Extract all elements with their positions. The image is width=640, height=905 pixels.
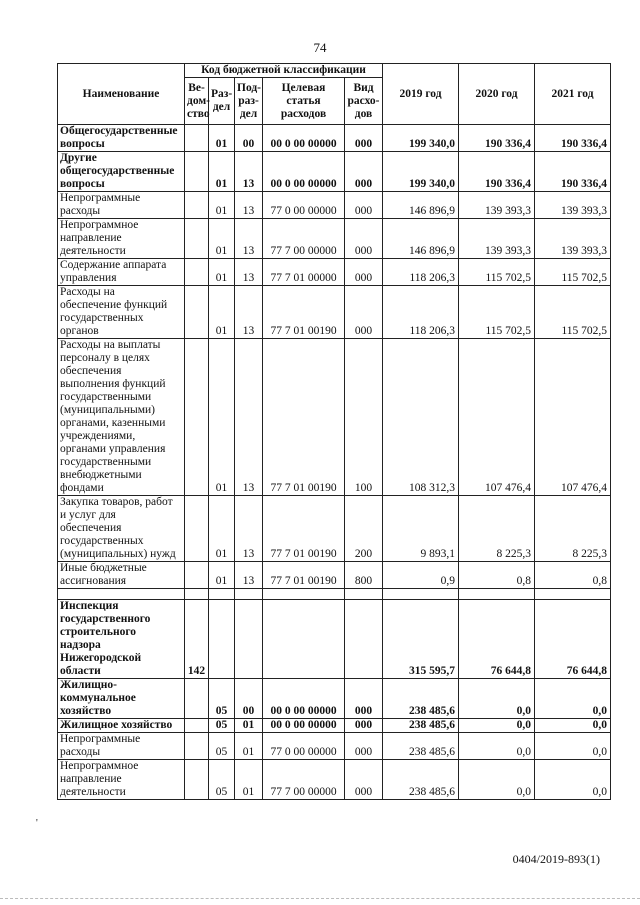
row-target-article: 77 7 00 00000 <box>263 760 345 800</box>
row-razdel: 01 <box>209 219 235 259</box>
row-expense-type: 000 <box>345 152 383 192</box>
row-expense-type: 100 <box>345 339 383 496</box>
row-name: Общегосударственные вопросы <box>58 125 185 152</box>
row-expense-type: 200 <box>345 496 383 562</box>
row-target-article: 77 7 01 00190 <box>263 562 345 589</box>
row-value-2021: 115 702,5 <box>535 259 611 286</box>
row-value-2020: 190 336,4 <box>459 125 535 152</box>
table-row <box>58 496 611 562</box>
row-razdel <box>209 589 235 600</box>
table-row <box>58 125 611 152</box>
table-row <box>58 192 611 219</box>
row-value-2021: 0,0 <box>535 719 611 733</box>
header-vedomstvo: Ве- дом- ство <box>185 78 209 125</box>
row-podrazdel: 13 <box>235 286 263 339</box>
document-number: 0404/2019-893(1) <box>512 852 600 866</box>
row-expense-type: 000 <box>345 719 383 733</box>
row-target-article: 00 0 00 00000 <box>263 152 345 192</box>
row-value-2020: 0,0 <box>459 719 535 733</box>
row-value-2021: 0,0 <box>535 733 611 760</box>
row-value-2020: 0,0 <box>459 679 535 719</box>
row-razdel: 01 <box>209 339 235 496</box>
row-expense-type: 000 <box>345 192 383 219</box>
row-target-article: 00 0 00 00000 <box>263 679 345 719</box>
row-value-2019: 238 485,6 <box>383 679 459 719</box>
row-value-2019: 315 595,7 <box>383 600 459 679</box>
header-razdel: Раз- дел <box>209 78 235 125</box>
row-name: Непрограммные расходы <box>58 192 185 219</box>
row-podrazdel: 13 <box>235 192 263 219</box>
row-value-2021: 190 336,4 <box>535 152 611 192</box>
row-expense-type: 000 <box>345 259 383 286</box>
row-vedomstvo <box>185 679 209 719</box>
row-expense-type: 000 <box>345 286 383 339</box>
row-vedomstvo <box>185 760 209 800</box>
row-razdel: 05 <box>209 733 235 760</box>
row-podrazdel: 13 <box>235 562 263 589</box>
row-expense-type <box>345 589 383 600</box>
row-value-2021: 76 644,8 <box>535 600 611 679</box>
row-name: Жилищное хозяйство <box>58 719 185 733</box>
row-value-2021: 190 336,4 <box>535 125 611 152</box>
scan-edge-line <box>0 898 640 899</box>
header-podrazdel: Под- раз- дел <box>235 78 263 125</box>
row-podrazdel: 13 <box>235 152 263 192</box>
row-name <box>58 589 185 600</box>
table-row <box>58 600 611 679</box>
row-vedomstvo <box>185 125 209 152</box>
row-podrazdel: 13 <box>235 219 263 259</box>
row-value-2021: 0,0 <box>535 760 611 800</box>
row-value-2019: 199 340,0 <box>383 125 459 152</box>
row-name: Непрограммные расходы <box>58 733 185 760</box>
row-value-2020: 139 393,3 <box>459 219 535 259</box>
row-name: Закупка товаров, работ и услуг для обеспечения государственных (муниципальных) нужд <box>58 496 185 562</box>
row-razdel: 01 <box>209 496 235 562</box>
row-target-article <box>263 589 345 600</box>
row-expense-type: 000 <box>345 760 383 800</box>
table-row <box>58 733 611 760</box>
table-row <box>58 259 611 286</box>
row-value-2020: 115 702,5 <box>459 259 535 286</box>
row-vedomstvo <box>185 259 209 286</box>
row-podrazdel: 13 <box>235 339 263 496</box>
table-row <box>58 339 611 496</box>
header-expense-type: Вид расхо- дов <box>345 78 383 125</box>
row-value-2020: 76 644,8 <box>459 600 535 679</box>
row-value-2020: 107 476,4 <box>459 339 535 496</box>
row-value-2020: 115 702,5 <box>459 286 535 339</box>
row-vedomstvo <box>185 562 209 589</box>
table-row <box>58 562 611 589</box>
row-podrazdel: 01 <box>235 733 263 760</box>
row-razdel: 01 <box>209 259 235 286</box>
row-podrazdel: 13 <box>235 496 263 562</box>
row-name: Непрограммное направление деятельности <box>58 760 185 800</box>
row-value-2021: 115 702,5 <box>535 286 611 339</box>
table-spacer-row <box>58 589 611 600</box>
header-2019: 2019 год <box>383 64 459 125</box>
row-target-article: 77 7 01 00190 <box>263 339 345 496</box>
row-podrazdel: 00 <box>235 679 263 719</box>
row-value-2019: 0,9 <box>383 562 459 589</box>
row-vedomstvo <box>185 496 209 562</box>
row-name: Жилищно- коммунальное хозяйство <box>58 679 185 719</box>
row-value-2021: 0,0 <box>535 679 611 719</box>
row-vedomstvo <box>185 219 209 259</box>
row-podrazdel: 13 <box>235 259 263 286</box>
row-value-2019: 199 340,0 <box>383 152 459 192</box>
row-vedomstvo <box>185 719 209 733</box>
header-2020: 2020 год <box>459 64 535 125</box>
header-target-article: Целевая статья расходов <box>263 78 345 125</box>
row-name: Расходы на выплаты персоналу в целях обеспечения выполнения функций государственными (муниципальными) органами, казенными учреждениями, органами управления государственными внебюджетными фондами <box>58 339 185 496</box>
row-vedomstvo <box>185 589 209 600</box>
row-value-2021: 8 225,3 <box>535 496 611 562</box>
row-value-2019: 238 485,6 <box>383 760 459 800</box>
row-target-article: 00 0 00 00000 <box>263 125 345 152</box>
row-podrazdel <box>235 600 263 679</box>
row-value-2019: 238 485,6 <box>383 719 459 733</box>
header-2021: 2021 год <box>535 64 611 125</box>
row-value-2019: 118 206,3 <box>383 259 459 286</box>
row-value-2019: 146 896,9 <box>383 192 459 219</box>
row-value-2019: 238 485,6 <box>383 733 459 760</box>
page-number: 74 <box>313 40 327 55</box>
row-target-article: 00 0 00 00000 <box>263 719 345 733</box>
row-expense-type <box>345 600 383 679</box>
row-target-article: 77 0 00 00000 <box>263 733 345 760</box>
row-value-2020: 0,8 <box>459 562 535 589</box>
row-value-2019 <box>383 589 459 600</box>
row-expense-type: 000 <box>345 125 383 152</box>
budget-table <box>57 63 611 800</box>
row-target-article: 77 7 01 00190 <box>263 286 345 339</box>
row-name: Расходы на обеспечение функций государственных органов <box>58 286 185 339</box>
row-value-2021: 0,8 <box>535 562 611 589</box>
row-podrazdel <box>235 589 263 600</box>
table-row <box>58 286 611 339</box>
scan-mark: ' <box>36 818 38 829</box>
row-razdel: 01 <box>209 192 235 219</box>
header-classification: Код бюджетной классификации <box>185 64 383 78</box>
row-value-2021 <box>535 589 611 600</box>
row-value-2021: 139 393,3 <box>535 192 611 219</box>
row-name: Содержание аппарата управления <box>58 259 185 286</box>
row-name: Иные бюджетные ассигнования <box>58 562 185 589</box>
row-target-article: 77 7 01 00000 <box>263 259 345 286</box>
row-target-article: 77 0 00 00000 <box>263 192 345 219</box>
row-name: Непрограммное направление деятельности <box>58 219 185 259</box>
row-value-2020: 8 225,3 <box>459 496 535 562</box>
row-podrazdel: 01 <box>235 760 263 800</box>
row-expense-type: 000 <box>345 733 383 760</box>
row-vedomstvo <box>185 192 209 219</box>
row-expense-type: 000 <box>345 219 383 259</box>
row-razdel: 05 <box>209 719 235 733</box>
table-row <box>58 219 611 259</box>
table-body <box>58 125 611 800</box>
row-value-2019: 146 896,9 <box>383 219 459 259</box>
row-expense-type: 000 <box>345 679 383 719</box>
row-vedomstvo: 142 <box>185 600 209 679</box>
header-name: Наименование <box>58 64 185 125</box>
row-razdel: 05 <box>209 679 235 719</box>
row-value-2021: 107 476,4 <box>535 339 611 496</box>
row-value-2019: 9 893,1 <box>383 496 459 562</box>
row-value-2021: 139 393,3 <box>535 219 611 259</box>
table-header <box>58 64 611 125</box>
table-row <box>58 760 611 800</box>
row-vedomstvo <box>185 152 209 192</box>
table-row <box>58 719 611 733</box>
row-value-2020: 139 393,3 <box>459 192 535 219</box>
row-podrazdel: 00 <box>235 125 263 152</box>
row-vedomstvo <box>185 733 209 760</box>
row-target-article: 77 7 00 00000 <box>263 219 345 259</box>
row-target-article <box>263 600 345 679</box>
row-razdel: 01 <box>209 562 235 589</box>
row-razdel: 01 <box>209 152 235 192</box>
row-value-2020: 0,0 <box>459 760 535 800</box>
table-row <box>58 679 611 719</box>
row-vedomstvo <box>185 286 209 339</box>
row-razdel <box>209 600 235 679</box>
row-razdel: 01 <box>209 286 235 339</box>
row-name: Другие общегосударственные вопросы <box>58 152 185 192</box>
row-target-article: 77 7 01 00190 <box>263 496 345 562</box>
row-value-2020: 190 336,4 <box>459 152 535 192</box>
row-expense-type: 800 <box>345 562 383 589</box>
row-razdel: 01 <box>209 125 235 152</box>
row-value-2020: 0,0 <box>459 733 535 760</box>
row-razdel: 05 <box>209 760 235 800</box>
row-value-2020 <box>459 589 535 600</box>
row-name: Инспекция государственного строительного надзора Нижегородской области <box>58 600 185 679</box>
table-row <box>58 152 611 192</box>
row-value-2019: 108 312,3 <box>383 339 459 496</box>
row-vedomstvo <box>185 339 209 496</box>
row-podrazdel: 01 <box>235 719 263 733</box>
row-value-2019: 118 206,3 <box>383 286 459 339</box>
